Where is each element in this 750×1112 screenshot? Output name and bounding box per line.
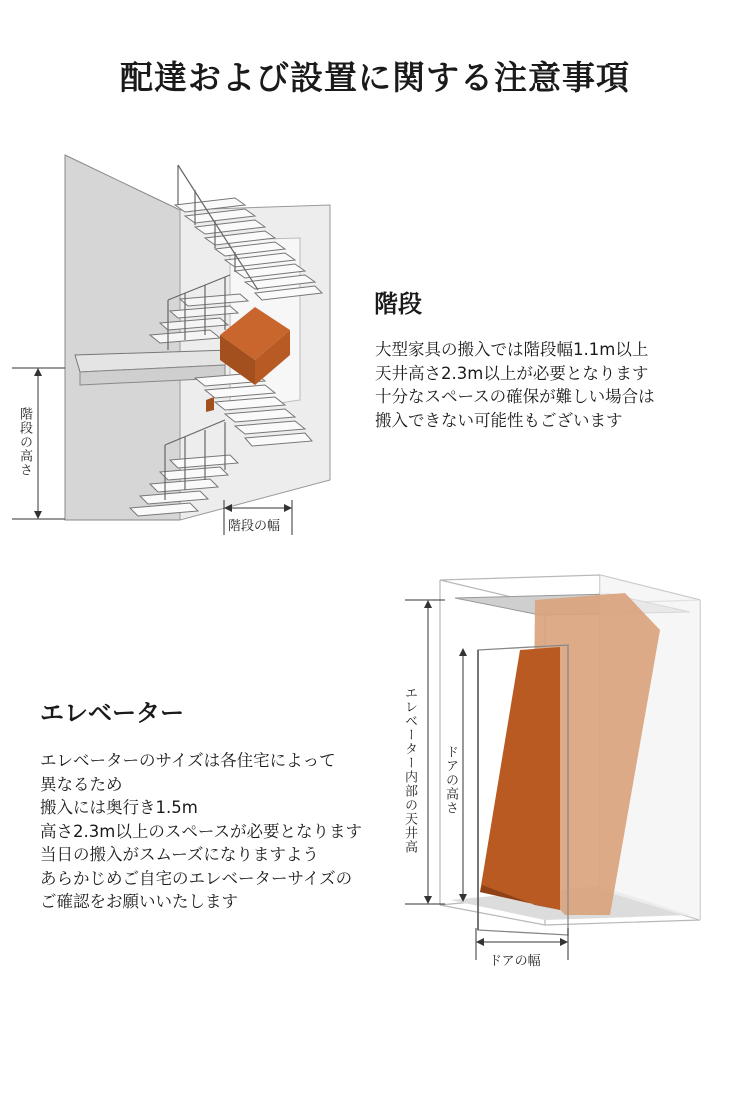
stairs-height-label: 階段の高さ: [17, 407, 32, 477]
stairs-line: 十分なスペースの確保が難しい場合は: [375, 387, 655, 406]
elevator-line: エレベーターのサイズは各住宅によって: [40, 751, 336, 770]
door-height-label: ドアの高さ: [443, 745, 458, 815]
elevator-line: 高さ2.3m以上のスペースが必要となります: [40, 821, 362, 841]
page-title: 配達および設置に関する注意事項: [120, 58, 630, 97]
elevator-line: あらかじめご自宅のエレベーターサイズの: [40, 868, 353, 888]
stairs-line: 大型家具の搬入では階段幅1.1m以上: [375, 340, 649, 359]
elevator-line: 異なるため: [40, 774, 123, 794]
elevator-line: 搬入には奥行き1.5m: [40, 798, 198, 817]
stairs-line: 天井高さ2.3m以上が必要となります: [375, 363, 649, 383]
elevator-line: ご確認をお願いいたします: [40, 892, 238, 911]
elevator-description: [40, 749, 362, 914]
stairs-width-label: 階段の幅: [228, 519, 281, 534]
elevator-ceiling-label: エレベーター内部の天井高: [402, 686, 417, 854]
door-width-label: ドアの幅: [489, 954, 541, 969]
elevator-heading: エレベーター: [40, 699, 184, 727]
elevator-line: 当日の搬入がスムーズになりますよう: [40, 845, 319, 864]
stairs-heading: 階段: [374, 290, 422, 318]
stairs-line: 搬入できない可能性もございます: [375, 410, 623, 430]
